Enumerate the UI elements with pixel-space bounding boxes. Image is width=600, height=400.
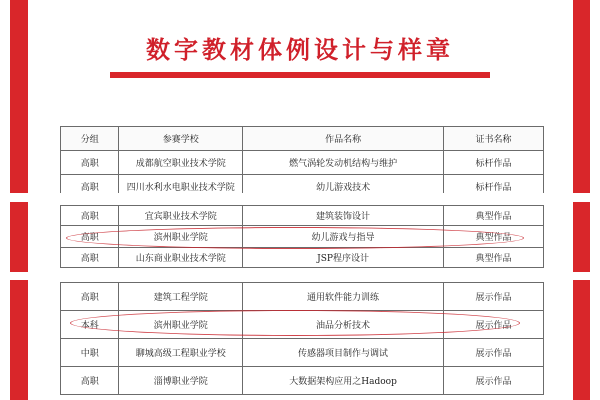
cell-work: 幼儿游戏技术 <box>243 175 444 199</box>
col-header-work: 作品名称 <box>243 127 444 151</box>
cell-work: 大数据架构应用之Hadoop <box>243 367 444 395</box>
left-red-bar <box>10 202 28 272</box>
cell-school: 成都航空职业技术学院 <box>119 151 243 175</box>
page-title: 数字教材体例设计与样章 <box>146 36 454 64</box>
table-row <box>61 367 544 395</box>
cell-cert: 典型作品 <box>444 226 544 248</box>
cell-cert: 展示作品 <box>444 283 544 311</box>
cell-group: 高职 <box>61 151 119 175</box>
cell-school: 宜宾职业技术学院 <box>119 206 243 226</box>
cell-work: 幼儿游戏与指导 <box>243 226 444 248</box>
col-header-cert: 证书名称 <box>444 127 544 151</box>
cell-cert: 展示作品 <box>444 367 544 395</box>
cell-school: 山东商业职业技术学院 <box>119 248 243 268</box>
left-red-bar <box>10 280 28 400</box>
cell-cert: 展示作品 <box>444 311 544 339</box>
table-section-1 <box>60 126 544 199</box>
table-row <box>61 248 544 268</box>
cell-school: 滨州职业学院 <box>119 311 243 339</box>
cell-group: 中职 <box>61 339 119 367</box>
cell-school: 淄博职业学院 <box>119 367 243 395</box>
table-row <box>61 151 544 175</box>
cell-cert: 典型作品 <box>444 248 544 268</box>
strip-gap <box>0 272 600 280</box>
cell-work: 通用软件能力训练 <box>243 283 444 311</box>
cell-school: 建筑工程学院 <box>119 283 243 311</box>
cell-school: 聊城高级工程职业学校 <box>119 339 243 367</box>
cell-work: JSP程序设计 <box>243 248 444 268</box>
table-row <box>61 206 544 226</box>
col-header-group: 分组 <box>61 127 119 151</box>
cell-cert: 展示作品 <box>444 339 544 367</box>
cell-cert: 标杆作品 <box>444 151 544 175</box>
hand-drawn-highlight-circle <box>66 227 524 249</box>
cell-group: 高职 <box>61 175 119 199</box>
right-red-bar <box>573 202 590 272</box>
hand-drawn-highlight-circle <box>70 310 520 336</box>
cell-group: 高职 <box>61 206 119 226</box>
table-row <box>61 339 544 367</box>
cell-group: 高职 <box>61 248 119 268</box>
table-section-3 <box>60 282 544 395</box>
table-row <box>61 283 544 311</box>
cell-group: 高职 <box>61 367 119 395</box>
cell-work: 燃气涡轮发动机结构与维护 <box>243 151 444 175</box>
cell-work: 建筑装饰设计 <box>243 206 444 226</box>
title-underline <box>110 72 490 78</box>
cell-work: 油品分析技术 <box>243 311 444 339</box>
cell-school: 滨州职业学院 <box>119 226 243 248</box>
cell-group: 本科 <box>61 311 119 339</box>
cell-group: 高职 <box>61 283 119 311</box>
cell-cert: 标杆作品 <box>444 175 544 199</box>
cell-cert: 典型作品 <box>444 206 544 226</box>
cell-group: 高职 <box>61 226 119 248</box>
cell-school: 四川水利水电职业技术学院 <box>119 175 243 199</box>
col-header-school: 参赛学校 <box>119 127 243 151</box>
strip-gap <box>0 193 600 202</box>
cell-work: 传感器项目制作与调试 <box>243 339 444 367</box>
right-red-bar <box>573 280 590 400</box>
section-3 <box>0 280 600 400</box>
section-2 <box>0 202 600 272</box>
